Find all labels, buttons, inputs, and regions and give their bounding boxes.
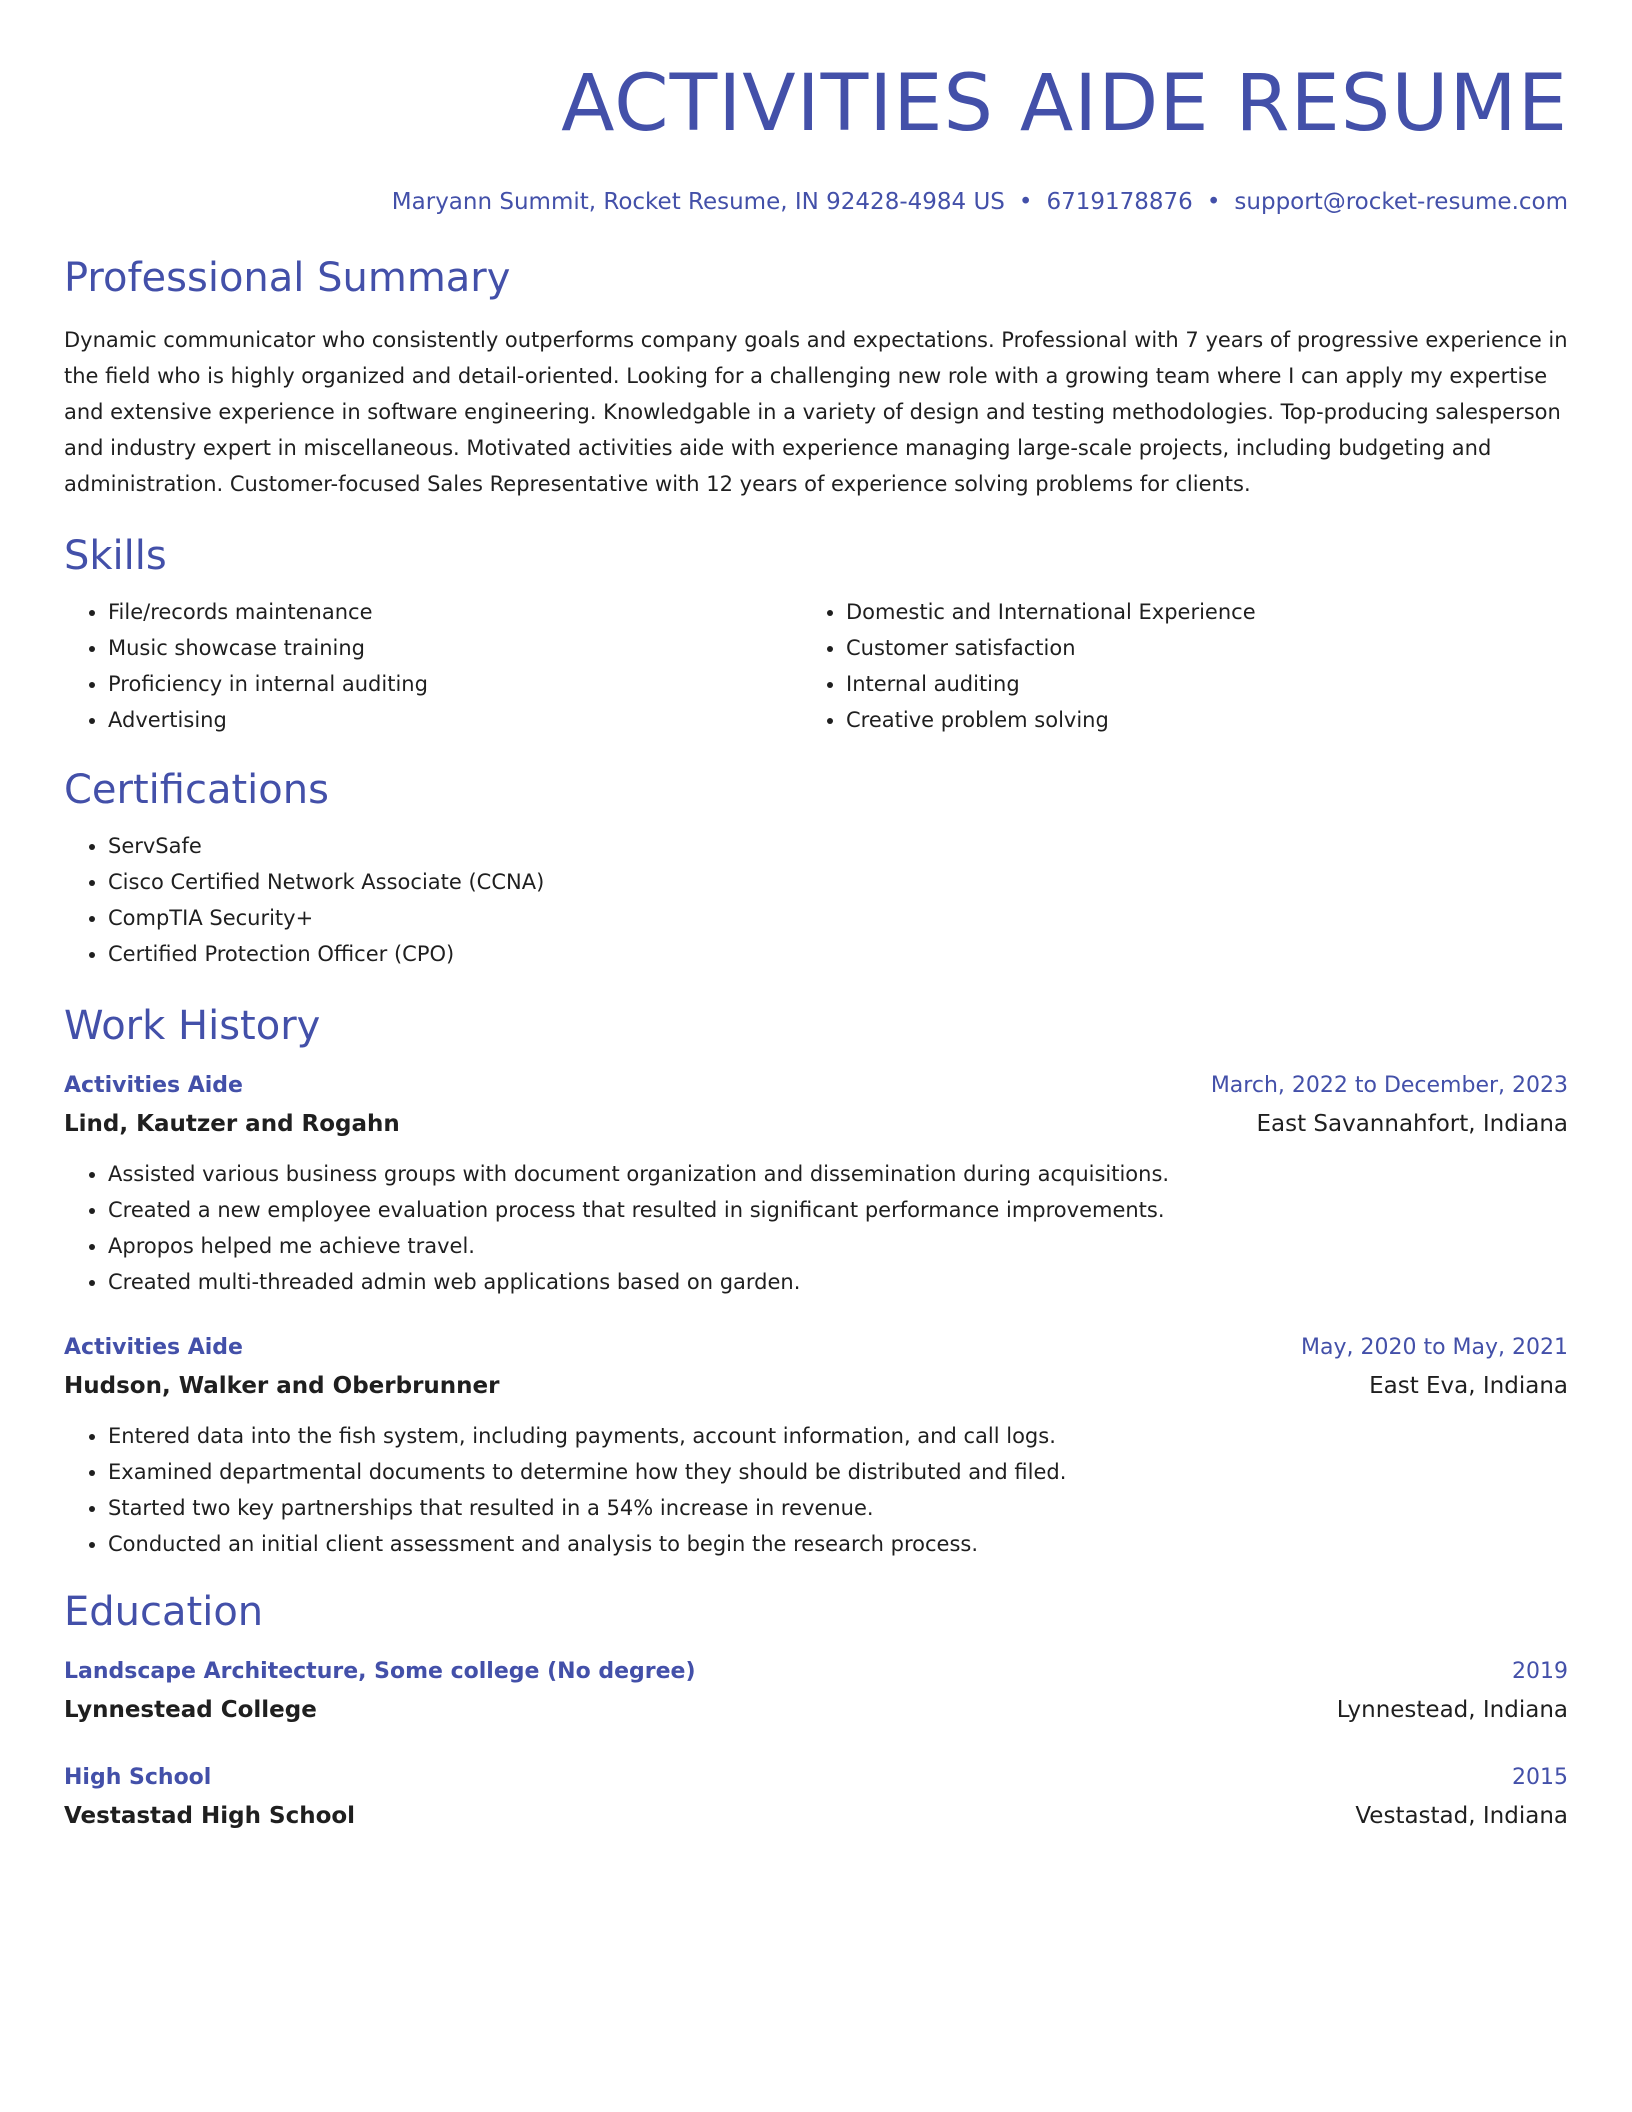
contact-phone: 6719178876 — [1046, 189, 1193, 215]
skills-grid — [64, 594, 1568, 738]
job-title-row — [64, 1068, 1568, 1104]
certification-item: • Certified Protection Officer (CPO) — [108, 936, 1568, 972]
skill-item: • Domestic and International Experience — [846, 594, 1540, 630]
contact-line — [64, 188, 1568, 216]
education-section — [64, 1586, 1568, 1836]
skills-list-right — [802, 594, 1540, 738]
education-location: Vestastad, Indiana — [1355, 1803, 1568, 1829]
certifications-section — [64, 764, 1568, 972]
work-history-section — [64, 1000, 1568, 1562]
job-dates: May, 2020 to May, 2021 — [1301, 1335, 1568, 1360]
education-degree-row — [64, 1654, 1568, 1690]
section-heading-work-history: Work History — [64, 1003, 321, 1049]
certification-item: • CompTIA Security+ — [108, 900, 1568, 936]
job-location: East Savannahfort, Indiana — [1256, 1111, 1568, 1137]
job-duty-item: • Apropos helped me achieve travel. — [108, 1228, 1568, 1264]
job-company-row — [64, 1366, 1568, 1406]
job-location: East Eva, Indiana — [1369, 1373, 1568, 1399]
professional-summary-section — [64, 252, 1568, 502]
education-school: Vestastad High School — [64, 1803, 356, 1829]
job-duties-list — [64, 1156, 1568, 1300]
education-school: Lynnestead College — [64, 1697, 317, 1723]
job-role: Activities Aide — [64, 1073, 243, 1098]
job-duty-item: • Assisted various business groups with document organization and dissemination during acquisitions. — [108, 1156, 1568, 1192]
contact-separator: • — [1018, 189, 1033, 215]
education-degree: High School — [64, 1765, 212, 1790]
certifications-list — [64, 828, 1568, 972]
education-entry — [64, 1760, 1568, 1836]
education-school-row — [64, 1796, 1568, 1836]
job-duty-item: • Conducted an initial client assessment and analysis to begin the research process. — [108, 1526, 1568, 1562]
education-degree: Landscape Architecture, Some college (No degree) — [64, 1659, 696, 1684]
job-role: Activities Aide — [64, 1335, 243, 1360]
contact-email: support@rocket-resume.com — [1234, 189, 1568, 215]
job-duty-item: • Created a new employee evaluation process that resulted in significant performance improvements. — [108, 1192, 1568, 1228]
skill-item: • Creative problem solving — [846, 702, 1540, 738]
skills-list-left — [64, 594, 802, 738]
skill-item: • Internal auditing — [846, 666, 1540, 702]
job-entry — [64, 1330, 1568, 1562]
job-dates: March, 2022 to December, 2023 — [1210, 1073, 1568, 1098]
job-duty-item: • Created multi-threaded admin web applications based on garden. — [108, 1264, 1568, 1300]
skill-item: • Music showcase training — [108, 630, 802, 666]
education-school-row — [64, 1690, 1568, 1730]
job-duty-item: • Examined departmental documents to determine how they should be distributed and filed. — [108, 1454, 1568, 1490]
job-duties-list — [64, 1418, 1568, 1562]
skills-column-left — [64, 594, 802, 738]
certification-item: • Cisco Certified Network Associate (CCNA) — [108, 864, 1568, 900]
job-company: Hudson, Walker and Oberbrunner — [64, 1373, 500, 1399]
education-year: 2015 — [1512, 1765, 1568, 1790]
job-duty-item: • Entered data into the fish system, including payments, account information, and call logs. — [108, 1418, 1568, 1454]
section-heading-certifications: Certifications — [64, 767, 329, 813]
job-company-row — [64, 1104, 1568, 1144]
section-heading-summary: Professional Summary — [64, 255, 511, 301]
section-heading-skills: Skills — [64, 533, 167, 579]
skill-item: • Advertising — [108, 702, 802, 738]
education-degree-row — [64, 1760, 1568, 1796]
job-duty-item: • Started two key partnerships that resulted in a 54% increase in revenue. — [108, 1490, 1568, 1526]
resume-title: ACTIVITIES AIDE RESUME — [561, 59, 1568, 149]
resume-header — [64, 0, 1568, 216]
skills-section — [64, 530, 1568, 738]
summary-paragraph: Dynamic communicator who consistently outperforms company goals and expectations. Professional with 7 years of progressive experience in the field who is highly organized and detail-oriented. Looking for a challenging new role with a growing team where I can apply my expertise and extensive experience in software engineering. Knowledgable in a variety of design and testing methodologies. Top-producing salesperson and industry expert in miscellaneous. Motivated activities aide with experience managing large-scale projects, including budgeting and administration. Customer-focused Sales Representative with 12 years of experience solving problems for clients. — [64, 328, 1568, 496]
contact-separator: • — [1206, 189, 1221, 215]
section-heading-education: Education — [64, 1589, 264, 1635]
education-year: 2019 — [1512, 1659, 1568, 1684]
contact-address: Maryann Summit, Rocket Resume, IN 92428-4984 US — [391, 189, 1005, 215]
education-location: Lynnestead, Indiana — [1336, 1697, 1568, 1723]
education-entry — [64, 1654, 1568, 1730]
skill-item: • Customer satisfaction — [846, 630, 1540, 666]
skill-item: • Proficiency in internal auditing — [108, 666, 802, 702]
job-entry — [64, 1068, 1568, 1300]
skill-item: • File/records maintenance — [108, 594, 802, 630]
job-title-row — [64, 1330, 1568, 1366]
skills-column-right — [802, 594, 1540, 738]
job-company: Lind, Kautzer and Rogahn — [64, 1111, 400, 1137]
certification-item: • ServSafe — [108, 828, 1568, 864]
